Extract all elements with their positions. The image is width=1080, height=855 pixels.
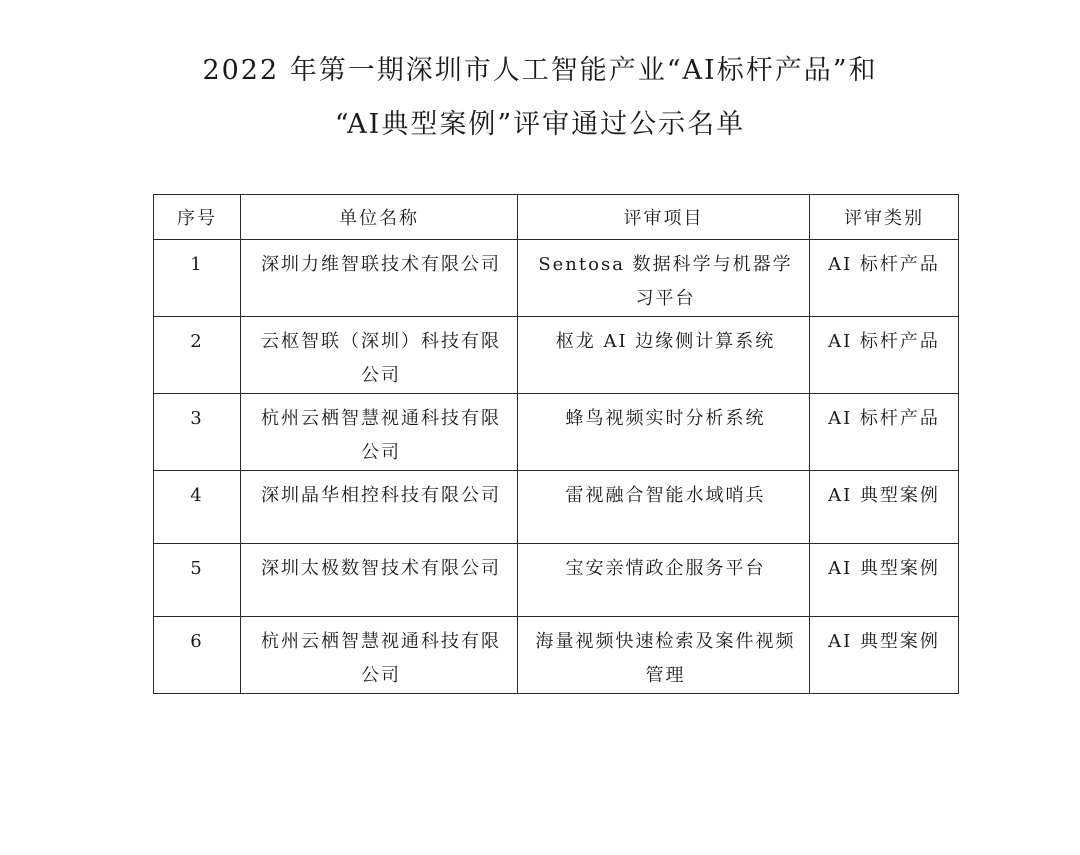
header-review-category: 评审类别 — [810, 195, 959, 240]
table-row — [154, 471, 959, 544]
unit-name: 深圳晶华相控科技有限公司 — [241, 471, 518, 544]
table-row — [154, 240, 959, 317]
unit-name: 云枢智联（深圳）科技有限公司 — [241, 317, 518, 394]
table-row — [154, 394, 959, 471]
table-row — [154, 317, 959, 394]
header-review-project: 评审项目 — [518, 195, 810, 240]
unit-name: 深圳太极数智技术有限公司 — [241, 544, 518, 617]
review-project: 宝安亲情政企服务平台 — [518, 544, 810, 617]
table-header-row — [154, 195, 959, 240]
review-category: AI 标杆产品 — [810, 240, 959, 317]
row-number: 1 — [154, 240, 241, 317]
review-category: AI 典型案例 — [810, 544, 959, 617]
review-project: 海量视频快速检索及案件视频管理 — [518, 617, 810, 694]
header-unit-name: 单位名称 — [241, 195, 518, 240]
review-project: 枢龙 AI 边缘侧计算系统 — [518, 317, 810, 394]
row-number: 4 — [154, 471, 241, 544]
title-line-1: 2022 年第一期深圳市人工智能产业“AI标杆产品”和 — [202, 55, 878, 86]
unit-name: 深圳力维智联技术有限公司 — [241, 240, 518, 317]
review-category: AI 典型案例 — [810, 471, 959, 544]
review-category: AI 标杆产品 — [810, 394, 959, 471]
row-number: 3 — [154, 394, 241, 471]
document-title — [0, 52, 1080, 144]
unit-name: 杭州云栖智慧视通科技有限公司 — [241, 394, 518, 471]
review-category: AI 标杆产品 — [810, 317, 959, 394]
header-number: 序号 — [154, 195, 241, 240]
review-project: 蜂鸟视频实时分析系统 — [518, 394, 810, 471]
row-number: 5 — [154, 544, 241, 617]
table-row — [154, 617, 959, 694]
unit-name: 杭州云栖智慧视通科技有限公司 — [241, 617, 518, 694]
table-row — [154, 544, 959, 617]
row-number: 6 — [154, 617, 241, 694]
review-project: Sentosa 数据科学与机器学习平台 — [518, 240, 810, 317]
review-project: 雷视融合智能水域哨兵 — [518, 471, 810, 544]
award-table — [153, 194, 959, 694]
row-number: 2 — [154, 317, 241, 394]
review-category: AI 典型案例 — [810, 617, 959, 694]
title-line-2: “AI典型案例”评审通过公示名单 — [334, 109, 746, 140]
